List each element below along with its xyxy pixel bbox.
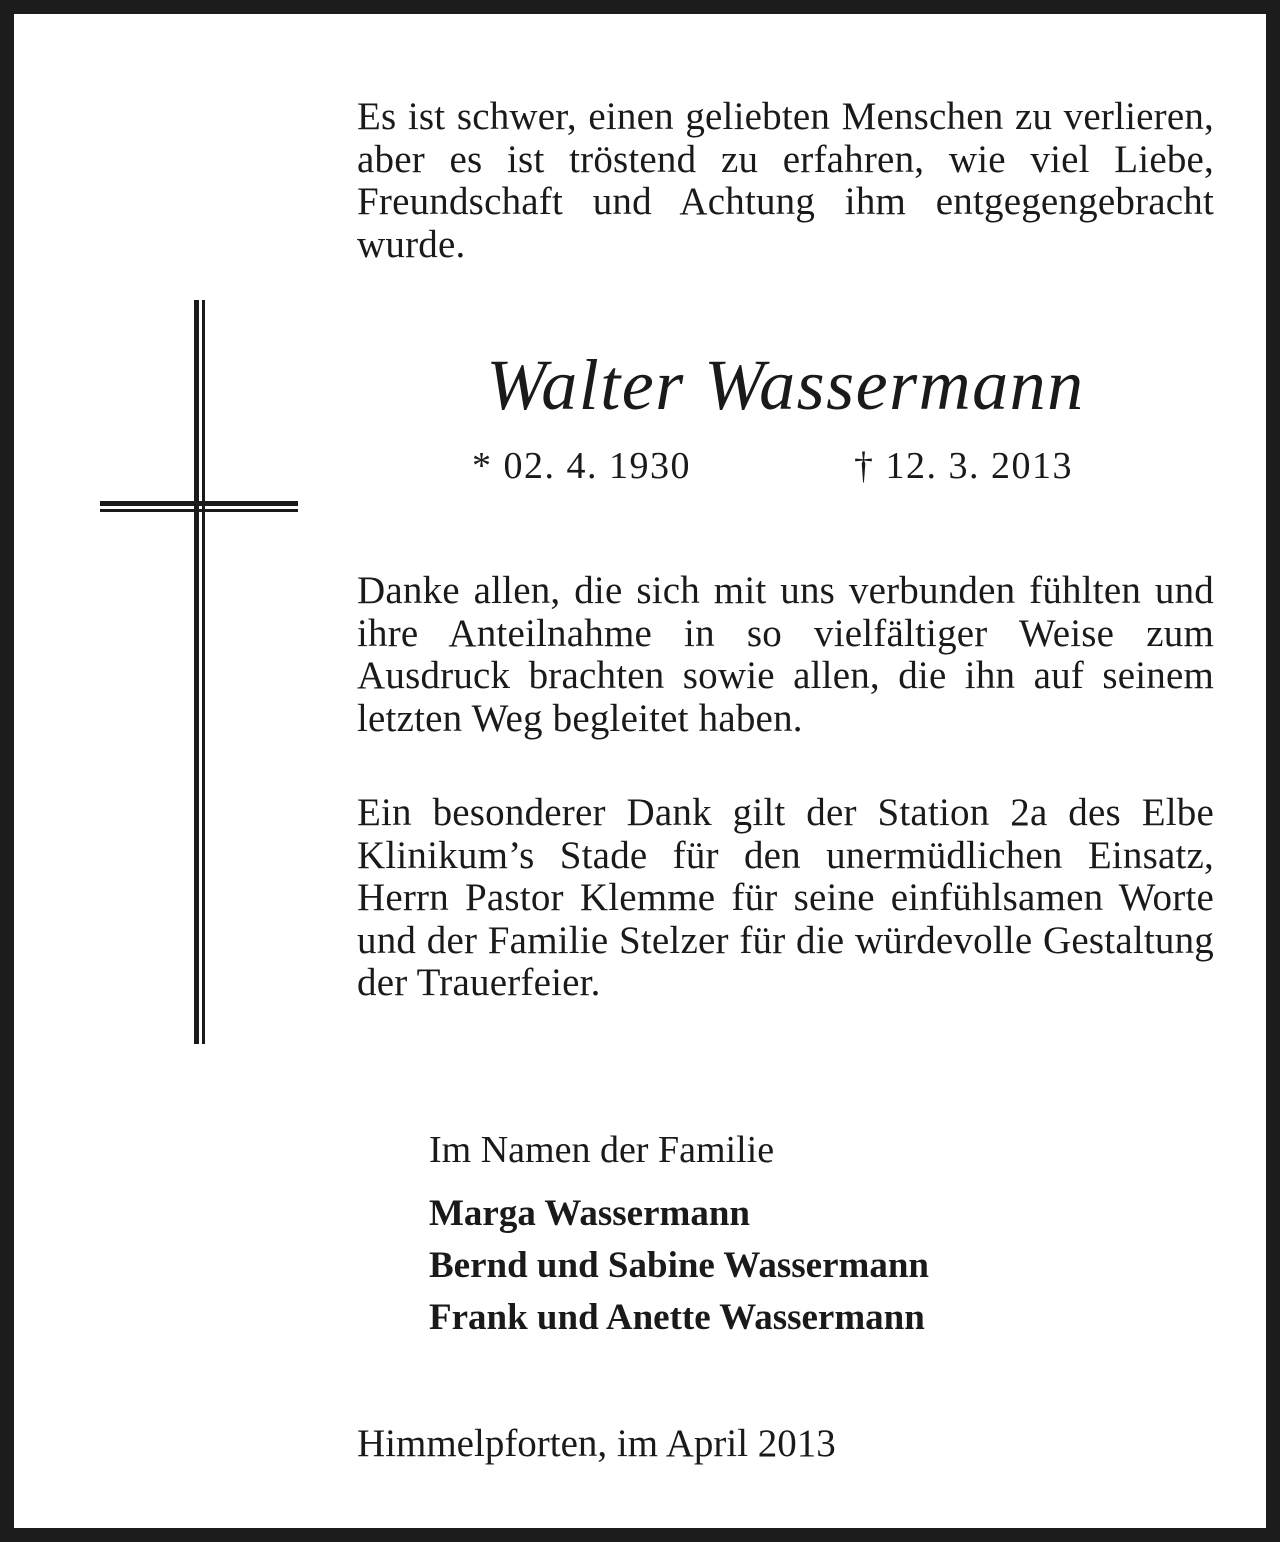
- intro-text: Es ist schwer, einen geliebten Menschen zu verlieren, aber es ist tröstend zu erfahren, wie viel Liebe, Freundschaft und Achtung ihm entgegengebracht wurde.: [357, 95, 1214, 266]
- family-members-list: [429, 1188, 929, 1344]
- cross-icon: [98, 298, 300, 1046]
- family-member: Bernd und Sabine Wassermann: [429, 1245, 930, 1286]
- family-intro: Im Namen der Familie: [429, 1129, 775, 1171]
- family-member: Marga Wassermann: [429, 1193, 751, 1234]
- family-member: Frank und Anette Wassermann: [429, 1297, 925, 1338]
- death-date: † 12. 3. 2013: [854, 445, 1073, 487]
- place-and-date: Himmelpforten, im April 2013: [357, 1422, 836, 1465]
- birth-date: * 02. 4. 1930: [472, 445, 691, 487]
- deceased-name: Walter Wassermann: [486, 345, 1085, 425]
- thanks-paragraph-2: Ein besonderer Dank gilt der Station 2a des Elbe Klinikum’s Stade für den unermüdlichen Einsatz, Herrn Pastor Klemme für seine einfühlsamen Worte und der Familie Stelzer für die würdevolle Gestaltung der Trauerfeier.: [357, 791, 1214, 1004]
- thanks-paragraph-1: Danke allen, die sich mit uns verbunden fühlten und ihre Anteilnahme in so vielfältiger Weise zum Ausdruck brachten sowie allen, die ihn auf seinem letzten Weg begleitet haben.: [357, 569, 1214, 740]
